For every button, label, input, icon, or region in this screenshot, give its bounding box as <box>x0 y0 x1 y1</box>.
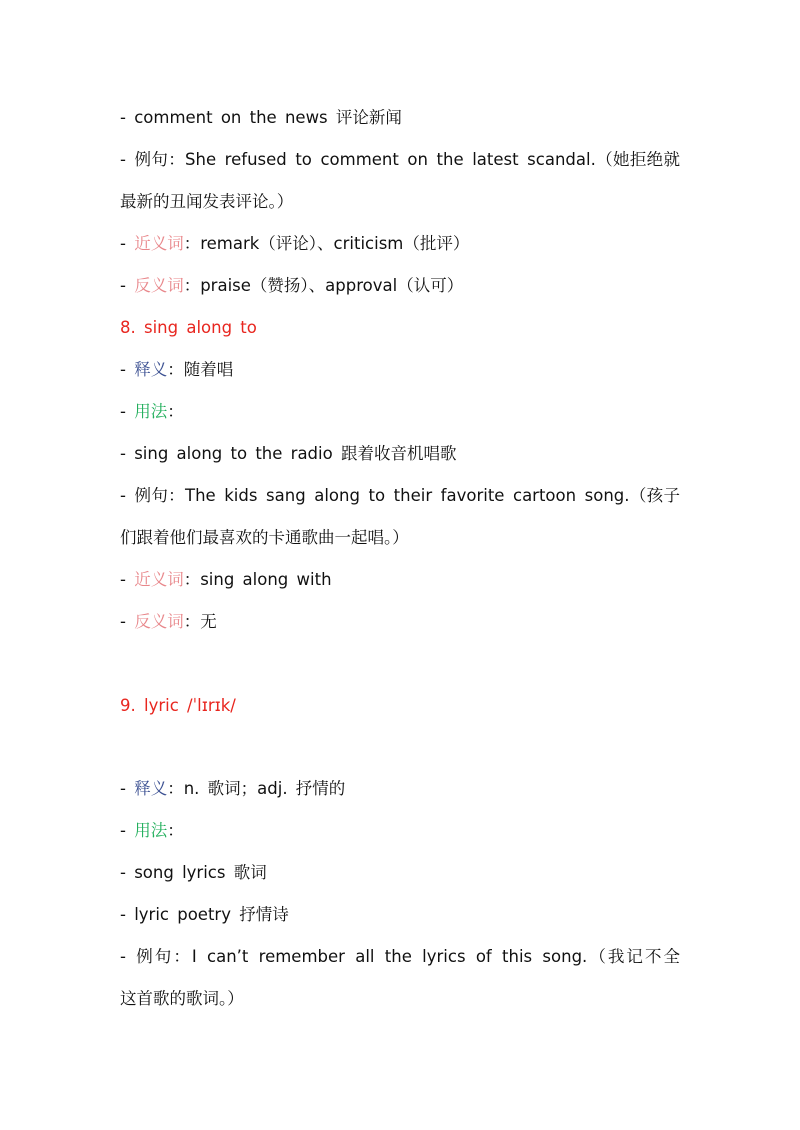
usage-example-comment-news: - comment on the news 评论新闻 <box>120 108 402 127</box>
example-sentence-comment: - 例句：She refused to comment on the latest scandal.（她拒绝就 <box>120 150 680 169</box>
example-translation-sing-along: 们跟着他们最喜欢的卡通歌曲一起唱。） <box>120 528 409 547</box>
usage-example-song-lyrics: - song lyrics 歌词 <box>120 863 267 882</box>
synonyms-text: ：remark（评论）、criticism（批评） <box>183 234 470 253</box>
usage-colon: ： <box>167 821 184 840</box>
bullet-dash: - <box>120 360 135 379</box>
example-sentence-sing-along: - 例句：The kids sang along to their favorite cartoon song.（孩子 <box>120 486 680 505</box>
example-translation-comment: 最新的丑闻发表评论。） <box>120 192 294 211</box>
bullet-dash: - <box>120 276 135 295</box>
bullet-dash: - <box>120 779 135 798</box>
usage-example-sing-along-radio: - sing along to the radio 跟着收音机唱歌 <box>120 444 457 463</box>
bullet-dash: - <box>120 612 135 631</box>
definition-text: ：随着唱 <box>167 360 234 379</box>
synonyms-text: ：sing along with <box>183 570 332 589</box>
synonyms-line-comment <box>120 233 680 255</box>
entry-heading-sing-along-to: 8. sing along to <box>120 318 257 337</box>
usage-label: 用法 <box>134 402 168 421</box>
antonyms-label: 反义词 <box>134 276 184 295</box>
definition-label: 释义 <box>134 779 168 798</box>
bullet-dash: - <box>120 402 135 421</box>
usage-line-lyric <box>120 820 680 842</box>
bullet-dash: - <box>120 821 135 840</box>
example-translation-lyric: 这首歌的歌词。） <box>120 989 244 1008</box>
definition-label: 释义 <box>134 360 168 379</box>
antonyms-line-comment <box>120 275 680 297</box>
entry-heading-lyric: 9. lyric /ˈlɪrɪk/ <box>120 696 236 715</box>
definition-line-sing-along-to <box>120 359 680 381</box>
usage-colon: ： <box>167 402 184 421</box>
antonyms-text: ：无 <box>183 612 217 631</box>
usage-label: 用法 <box>134 821 168 840</box>
synonyms-label: 近义词 <box>134 570 184 589</box>
antonyms-text: ：praise（赞扬）、approval（认可） <box>183 276 464 295</box>
bullet-dash: - <box>120 570 135 589</box>
synonyms-label: 近义词 <box>134 234 184 253</box>
antonyms-label: 反义词 <box>134 612 184 631</box>
antonyms-line-sing-along <box>120 611 680 633</box>
definition-line-lyric <box>120 778 680 800</box>
usage-line-sing-along-to <box>120 401 680 423</box>
example-sentence-lyric: - 例句：I can’t remember all the lyrics of this song.（我记不全 <box>120 947 680 966</box>
bullet-dash: - <box>120 234 135 253</box>
usage-example-lyric-poetry: - lyric poetry 抒情诗 <box>120 905 289 924</box>
synonyms-line-sing-along <box>120 569 680 591</box>
definition-text: ：n. 歌词；adj. 抒情的 <box>167 779 346 798</box>
